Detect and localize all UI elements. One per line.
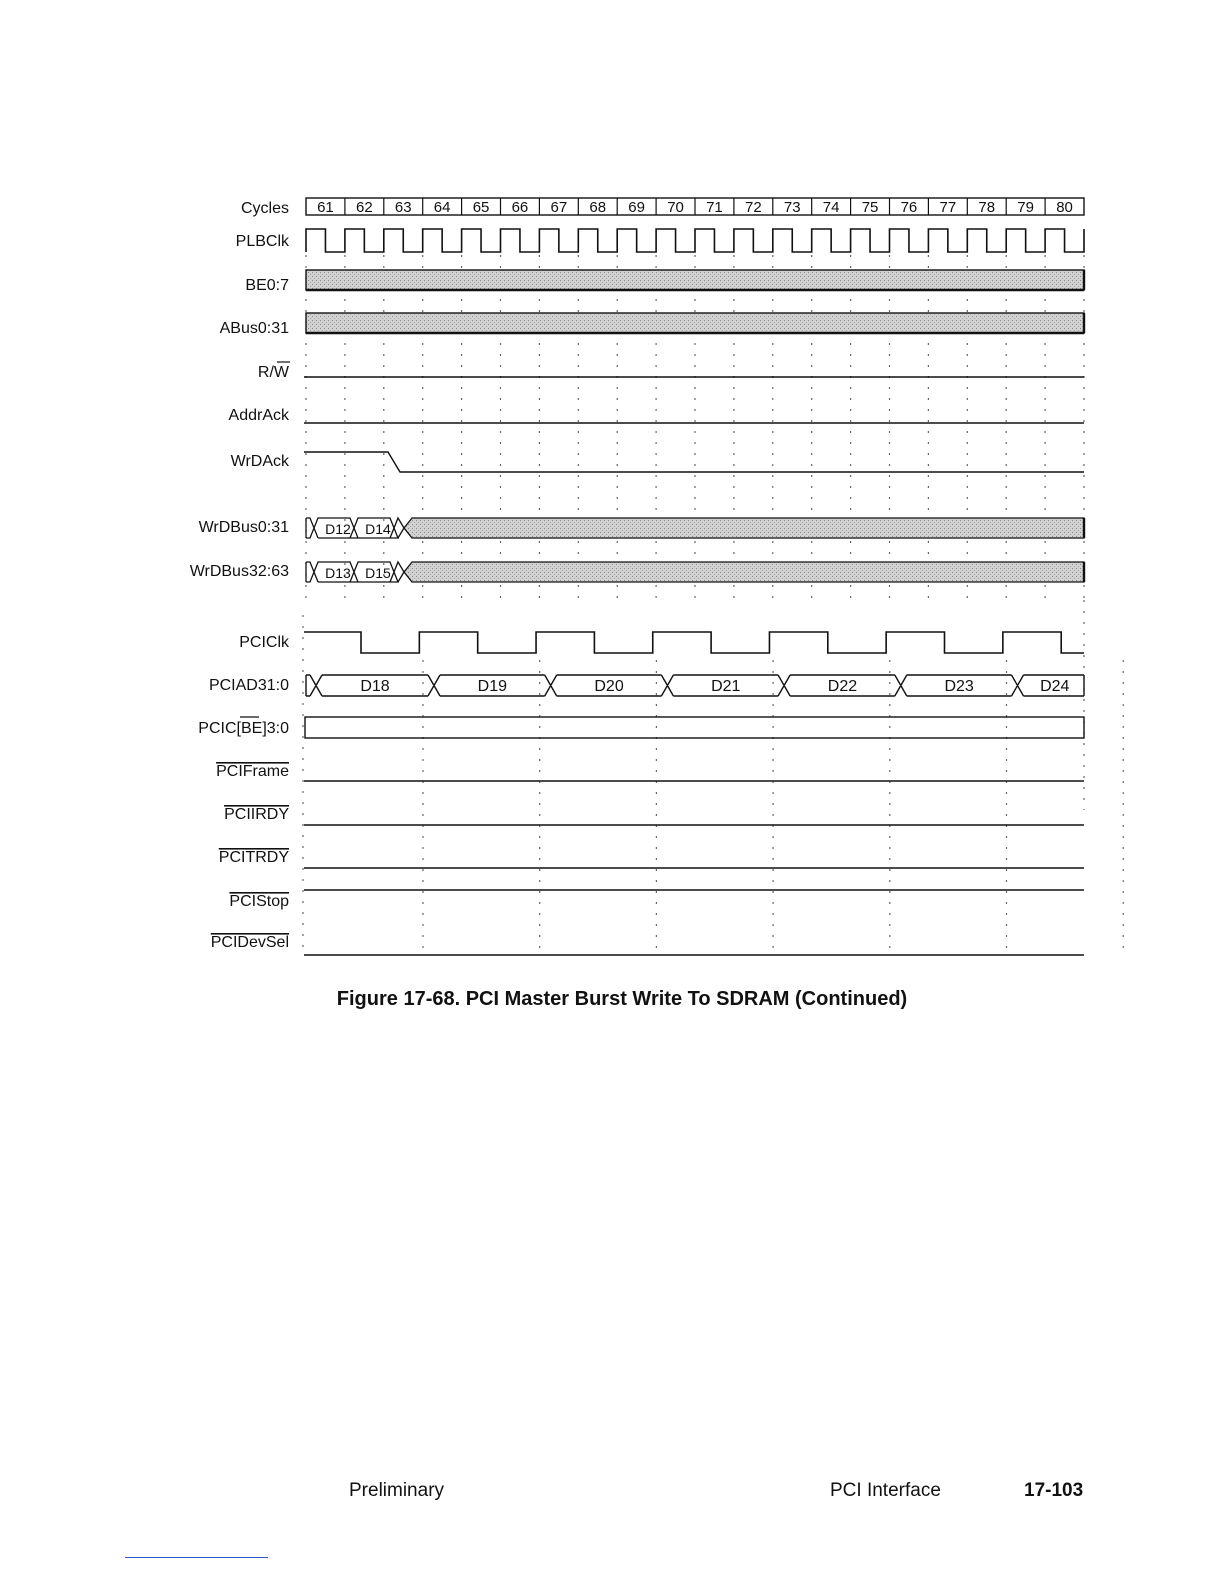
footer-page-number: 17-103 bbox=[1024, 1480, 1084, 1501]
cycle-number: 64 bbox=[433, 199, 451, 216]
cycle-number: 70 bbox=[667, 199, 684, 216]
cycle-number: 73 bbox=[783, 199, 801, 216]
cycle-number: 76 bbox=[900, 199, 918, 216]
wrdbus-lo-data-0: D12 bbox=[325, 521, 351, 537]
signal-label-pcitrdy: PCITRDY bbox=[218, 849, 289, 866]
plbclk-waveform bbox=[306, 229, 1084, 252]
cycle-number: 79 bbox=[1017, 199, 1034, 216]
cycle-number: 67 bbox=[550, 199, 568, 216]
wrdbus-lo-shaded bbox=[404, 518, 1084, 538]
footer-status: Preliminary bbox=[349, 1480, 445, 1501]
signal-label-wrdack: WrDAck bbox=[230, 453, 289, 470]
signal-label-plbclk: PLBClk bbox=[235, 233, 289, 250]
wrdbus-hi-bus bbox=[306, 562, 1084, 582]
be-bus-shaded bbox=[306, 270, 1084, 290]
wrdbus-hi-shaded bbox=[404, 562, 1084, 582]
pciad-data-label: D23 bbox=[944, 678, 974, 695]
wrdbus-lo-data-1: D14 bbox=[365, 521, 391, 537]
pciad-bus bbox=[306, 675, 1084, 696]
cycle-number: 72 bbox=[745, 199, 762, 216]
signal-label-pciad: PCIAD31:0 bbox=[208, 677, 289, 694]
signal-label-wrdbus-hi: WrDBus32:63 bbox=[189, 563, 289, 580]
cycle-number: 61 bbox=[317, 199, 334, 216]
cycle-guides bbox=[303, 255, 1123, 950]
pciad-data-label: D18 bbox=[360, 678, 390, 695]
figure-caption: Figure 17-68. PCI Master Burst Write To SDRAM (Continued) bbox=[336, 988, 908, 1010]
cycle-number: 80 bbox=[1056, 199, 1073, 216]
cycles-row bbox=[306, 198, 1084, 216]
signal-label-cycles: Cycles bbox=[240, 200, 289, 217]
pciclk-waveform bbox=[304, 632, 1084, 653]
pciad-data-label: D24 bbox=[1040, 678, 1070, 695]
wrdbus-hi-data-0: D13 bbox=[325, 565, 351, 581]
signal-label-pciclk: PCIClk bbox=[239, 634, 289, 651]
footer-section: PCI Interface bbox=[830, 1480, 941, 1501]
cycle-number: 77 bbox=[939, 199, 957, 216]
pcic-be-bus bbox=[305, 717, 1084, 738]
pciad-data-label: D22 bbox=[827, 678, 858, 695]
signal-label-pciirdy: PCIIRDY bbox=[224, 806, 289, 823]
wrdbus-hi-data-1: D15 bbox=[365, 565, 391, 581]
signal-label-wrdbus-lo: WrDBus0:31 bbox=[198, 519, 289, 536]
cycle-number: 74 bbox=[822, 199, 840, 216]
cycle-number: 71 bbox=[706, 199, 723, 216]
footer-link-rule bbox=[125, 1557, 268, 1558]
wrdbus-lo-bus bbox=[306, 518, 1084, 538]
signal-label-pcidevsel: PCIDevSel bbox=[210, 934, 289, 951]
pciad-data-label: D19 bbox=[477, 678, 508, 695]
pciad-data-label: D20 bbox=[594, 678, 624, 695]
signal-label-rw: R/W bbox=[257, 364, 289, 381]
signal-label-be: BE0:7 bbox=[245, 277, 289, 294]
cycle-number: 66 bbox=[511, 199, 529, 216]
signal-label-pcistop: PCIStop bbox=[229, 893, 289, 910]
cycle-number: 63 bbox=[394, 199, 412, 216]
abus-bus-shaded bbox=[306, 313, 1084, 333]
pciad-data-label: D21 bbox=[711, 678, 741, 695]
signal-label-pciframe: PCIFrame bbox=[216, 763, 289, 780]
cycle-number: 65 bbox=[472, 199, 490, 216]
signal-label-abus: ABus0:31 bbox=[219, 320, 289, 337]
signal-label-pcic-be: PCIC[BE]3:0 bbox=[198, 720, 289, 737]
signal-label-addrack: AddrAck bbox=[228, 407, 289, 424]
cycle-number: 78 bbox=[978, 199, 996, 216]
cycle-number: 75 bbox=[861, 199, 879, 216]
cycle-number: 62 bbox=[356, 199, 373, 216]
cycle-number: 69 bbox=[628, 199, 645, 216]
cycle-number: 68 bbox=[589, 199, 607, 216]
